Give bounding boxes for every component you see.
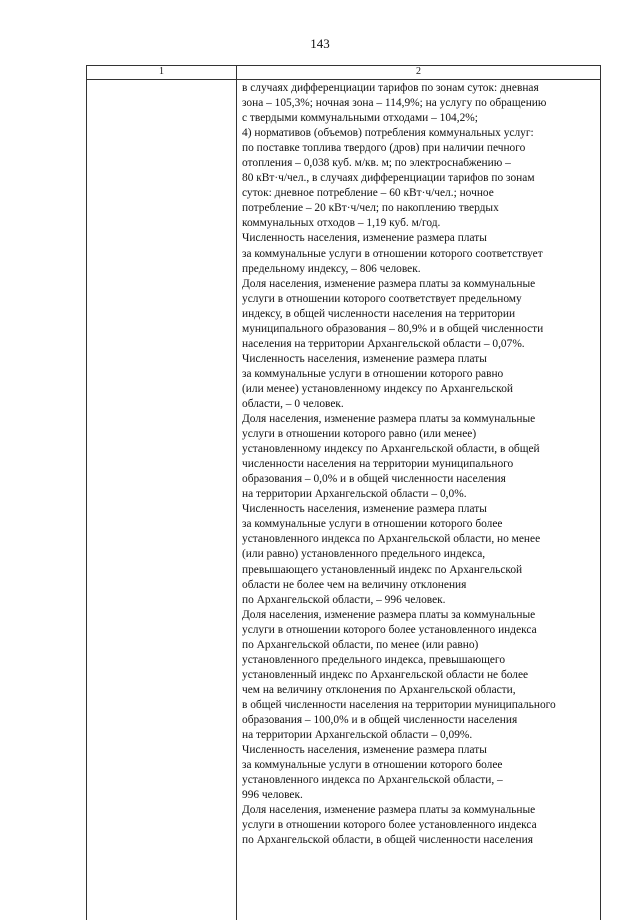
text-line: Доля населения, изменение размера платы за коммунальные [242, 413, 536, 426]
page-number: 143 [310, 36, 330, 51]
text-line: Доля населения, изменение размера платы за коммунальные [242, 804, 536, 817]
text-line: установленного индекса по Архангельской области, – [242, 774, 503, 787]
text-line: суток: дневное потребление – 60 кВт·ч/чел.; ночное [242, 187, 494, 200]
text-line: установленного предельного индекса, превышающего [242, 653, 506, 666]
text-line: потребление – 20 кВт·ч/чел; по накоплению твердых [242, 202, 499, 215]
text-line: установленный индекс по Архангельской области не более [242, 668, 529, 681]
text-line: на территории Архангельской области – 0,09%. [242, 729, 473, 742]
text-line: 80 кВт·ч/чел., в случаях дифференциации тарифов по зонам [242, 172, 535, 185]
column-2-header: 2 [416, 66, 421, 77]
text-line: области не более чем на величину отклонения [242, 578, 467, 591]
text-line: услуги в отношении которого соответствует предельному [242, 292, 522, 305]
text-line: (или равно) установленного предельного индекса, [242, 548, 486, 561]
text-line: 996 человек. [242, 789, 303, 802]
text-line: Доля населения, изменение размера платы за коммунальные [242, 277, 536, 290]
text-line: услуги в отношении которого более установленного индекса [242, 819, 537, 832]
text-line: предельному индексу, – 806 человек. [242, 262, 421, 275]
column-1-cell [87, 80, 237, 920]
text-line: Численность населения, изменение размера платы [242, 503, 487, 516]
text-line: за коммунальные услуги в отношении которого равно [242, 367, 504, 380]
text-line: численности населения на территории муниципального [242, 458, 514, 471]
column-2-cell [237, 80, 600, 920]
text-line: Доля населения, изменение размера платы за коммунальные [242, 608, 536, 621]
text-line: в общей численности населения на территории муниципального [242, 698, 556, 711]
text-line: Численность населения, изменение размера платы [242, 744, 487, 757]
text-line: образования – 0,0% и в общей численности населения [242, 473, 506, 486]
document-table [86, 65, 601, 920]
table-header-row [87, 65, 600, 80]
table-body-row [87, 80, 600, 920]
text-line: зона – 105,3%; ночная зона – 114,9%; на услугу по обращению [242, 97, 547, 110]
text-line: по Архангельской области, по менее (или равно) [242, 638, 479, 651]
text-line: на территории Архангельской области – 0,0%. [242, 488, 467, 501]
text-line: Численность населения, изменение размера платы [242, 232, 487, 245]
text-line: муниципального образования – 80,9% и в общей численности [242, 322, 544, 335]
text-line: области, – 0 человек. [242, 397, 344, 410]
text-line: с твердыми коммунальными отходами – 104,2%; [242, 112, 478, 125]
text-line: коммунальных отходов – 1,19 куб. м/год. [242, 217, 441, 230]
text-line: населения на территории Архангельской области – 0,07%. [242, 337, 525, 350]
text-line: установленному индексу по Архангельской области, в общей [242, 443, 540, 456]
text-line: превышающего установленный индекс по Архангельской [242, 563, 523, 576]
text-line: чем на величину отклонения по Архангельской области, [242, 683, 516, 696]
text-line: образования – 100,0% и в общей численности населения [242, 713, 518, 726]
text-line: в случаях дифференциации тарифов по зонам суток: дневная [242, 82, 539, 94]
text-line: по Архангельской области, – 996 человек. [242, 593, 446, 606]
text-line: услуги в отношении которого равно (или менее) [242, 428, 477, 441]
text-line: установленного индекса по Архангельской области, но менее [242, 533, 541, 546]
text-line: Численность населения, изменение размера платы [242, 352, 487, 365]
text-line: по Архангельской области, в общей численности населения [242, 834, 533, 847]
text-line: за коммунальные услуги в отношении которого соответствует [242, 247, 543, 260]
text-line: отопления – 0,038 куб. м/кв. м; по электроснабжению – [242, 157, 511, 170]
text-line: (или менее) установленному индексу по Архангельской [242, 382, 513, 395]
text-line: по поставке топлива твердого (дров) при наличии печного [242, 142, 526, 155]
text-line: 4) нормативов (объемов) потребления коммунальных услуг: [242, 127, 534, 140]
text-line: индексу, в общей численности населения на территории [242, 307, 516, 320]
text-line: услуги в отношении которого более установленного индекса [242, 623, 537, 636]
column-1-header: 1 [87, 66, 237, 79]
text-line: за коммунальные услуги в отношении которого более [242, 518, 503, 531]
text-line: за коммунальные услуги в отношении которого более [242, 759, 503, 772]
